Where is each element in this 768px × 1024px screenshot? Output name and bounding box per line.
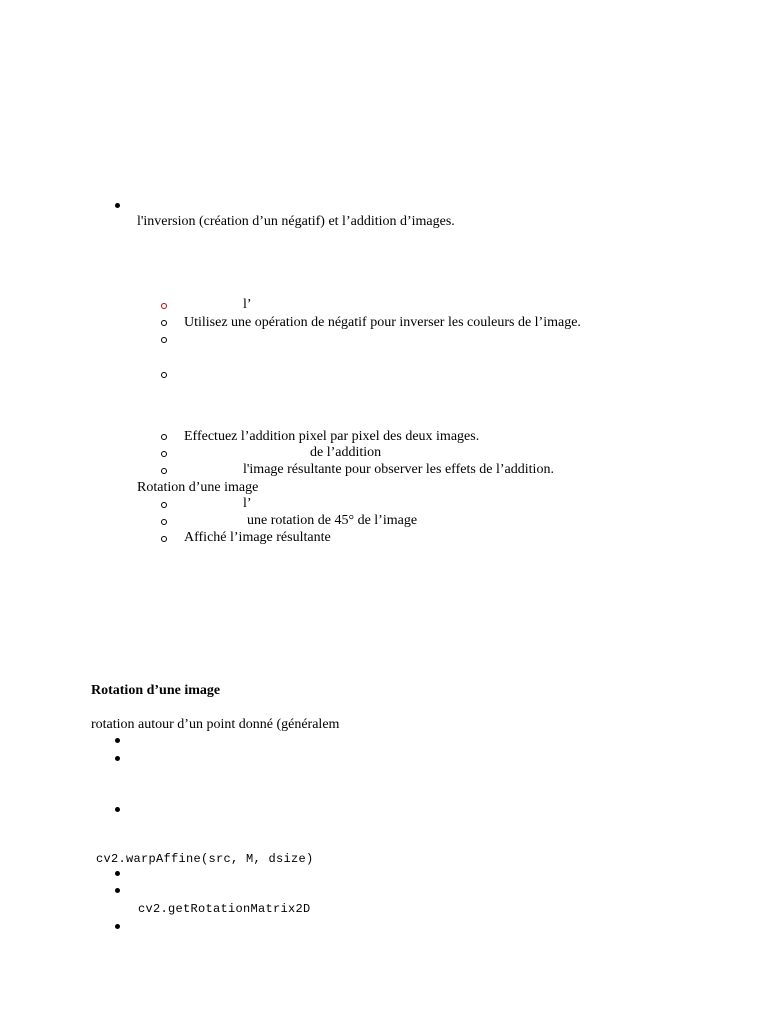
list-bullet bbox=[115, 924, 120, 929]
sublist-bullet bbox=[161, 468, 167, 474]
sublist-bullet bbox=[161, 372, 167, 378]
code-sub: cv2.getRotationMatrix2D bbox=[138, 902, 311, 916]
sublist-bullet bbox=[161, 502, 167, 508]
sublist-bullet bbox=[161, 337, 167, 343]
list-bullet bbox=[115, 888, 120, 893]
sublist-bullet bbox=[161, 536, 167, 542]
sublist-bullet bbox=[161, 519, 167, 525]
rotation-item-3: Affiché l’image résultante bbox=[184, 530, 331, 545]
inversion-item-1: l’ bbox=[243, 297, 252, 312]
section-paragraph: rotation autour d’un point donné (généralem bbox=[91, 717, 340, 732]
addition-item-2: de l’addition bbox=[310, 445, 382, 460]
section-title: Rotation d’une image bbox=[91, 683, 221, 698]
addition-item-3: l'image résultante pour observer les effets de l’addition. bbox=[243, 462, 554, 477]
sublist-bullet bbox=[161, 434, 167, 440]
intro-line: l'inversion (création d’un négatif) et l’addition d’images. bbox=[137, 214, 455, 229]
list-bullet bbox=[115, 738, 120, 743]
rotation-item-2: une rotation de 45° de l’image bbox=[247, 513, 418, 528]
sublist-bullet bbox=[161, 451, 167, 457]
rotation-item-1: l’ bbox=[243, 496, 252, 511]
sublist-bullet bbox=[161, 320, 167, 326]
list-bullet bbox=[115, 871, 120, 876]
list-bullet bbox=[115, 756, 120, 761]
rotation-heading: Rotation d’une image bbox=[137, 480, 259, 495]
addition-item-1: Effectuez l’addition pixel par pixel des deux images. bbox=[184, 429, 480, 444]
inversion-item-2: Utilisez une opération de négatif pour inverser les couleurs de l’image. bbox=[184, 315, 581, 330]
code-function: cv2.warpAffine(src, M, dsize) bbox=[96, 852, 314, 866]
sublist-bullet-red bbox=[161, 303, 167, 309]
list-bullet bbox=[115, 203, 120, 208]
list-bullet bbox=[115, 807, 120, 812]
